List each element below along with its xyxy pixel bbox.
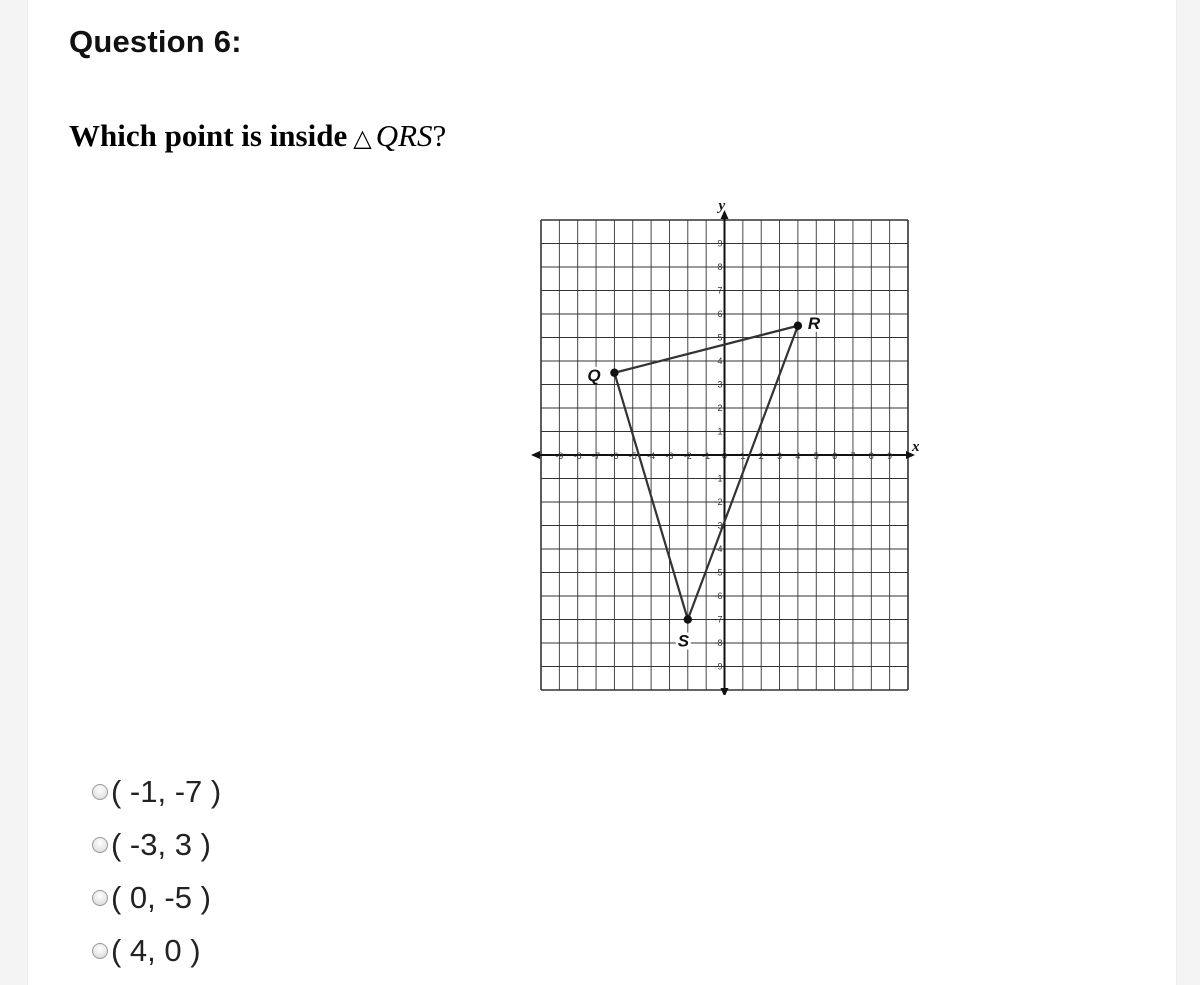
- question-title: Question 6:: [69, 24, 242, 59]
- x-tick-label: 9: [887, 451, 893, 461]
- x-tick-label: 3: [777, 451, 783, 461]
- x-tick-label: -7: [592, 451, 601, 461]
- y-tick-label: 4: [717, 356, 723, 366]
- x-tick-label: -3: [665, 451, 674, 461]
- question-mark: ?: [432, 118, 447, 153]
- y-tick-label: 3: [717, 379, 723, 390]
- y-tick-label: 9: [717, 238, 723, 249]
- x-tick-label: -9: [555, 451, 564, 461]
- vertex-label-s: S: [677, 631, 690, 651]
- y-tick-label: 6: [717, 309, 723, 319]
- coordinate-graph: [508, 195, 928, 700]
- x-axis-label: x: [912, 439, 920, 455]
- x-tick-label: -1: [702, 451, 711, 461]
- x-tick-label: 0: [721, 451, 728, 461]
- x-tick-label: 7: [850, 451, 856, 461]
- vertex-point-q: [610, 369, 618, 377]
- vertex-label-q: Q: [587, 365, 601, 385]
- radio-button-icon[interactable]: [92, 784, 108, 800]
- radio-button-icon[interactable]: [92, 837, 108, 853]
- radio-button-icon[interactable]: [92, 890, 108, 906]
- question-prompt-lead: Which point is inside: [69, 118, 348, 153]
- y-tick-label: -5: [714, 567, 723, 578]
- question-panel: [27, 0, 1177, 985]
- x-tick-label: 4: [795, 451, 801, 461]
- x-tick-label: 8: [868, 451, 874, 461]
- x-tick-label: 5: [813, 451, 819, 461]
- vertex-point-r: [794, 322, 802, 330]
- vertex-point-s: [684, 615, 692, 623]
- y-tick-label: -9: [714, 661, 723, 672]
- y-tick-label: 2: [717, 403, 723, 413]
- y-tick-label: -4: [714, 544, 723, 554]
- x-tick-label: -2: [683, 451, 692, 461]
- answer-choice-4[interactable]: [92, 924, 221, 977]
- answer-choice-label: ( -3, 3 ): [111, 826, 211, 862]
- triangle-name: QRS: [375, 118, 433, 153]
- x-tick-label: -6: [610, 451, 619, 461]
- triangle-symbol: △: [353, 126, 372, 152]
- y-tick-label: 7: [717, 285, 723, 296]
- y-tick-label: -3: [714, 520, 723, 531]
- coordinate-plane: [508, 195, 928, 695]
- y-axis-label: y: [718, 198, 726, 214]
- answer-choice-label: ( -1, -7 ): [111, 773, 222, 809]
- y-tick-label: -2: [714, 497, 723, 507]
- y-axis-arrow-down: [721, 688, 729, 695]
- y-tick-label: -1: [714, 473, 723, 484]
- x-tick-label: 6: [832, 451, 838, 461]
- axes: [531, 198, 920, 695]
- x-tick-label: -5: [628, 451, 637, 461]
- answer-choice-1[interactable]: [92, 765, 221, 818]
- x-tick-label: 2: [758, 451, 764, 461]
- answer-choice-label: ( 4, 0 ): [111, 932, 201, 968]
- x-tick-label: -8: [573, 451, 582, 461]
- answer-choices: [92, 765, 221, 977]
- answer-choice-label: ( 0, -5 ): [111, 879, 211, 915]
- vertex-label-r: R: [807, 313, 821, 333]
- radio-button-icon[interactable]: [92, 943, 108, 959]
- question-prompt: [69, 118, 446, 154]
- y-tick-label: 1: [717, 426, 723, 437]
- answer-choice-2[interactable]: [92, 818, 221, 871]
- x-tick-label: 1: [740, 451, 746, 461]
- answer-choice-3[interactable]: [92, 871, 221, 924]
- y-tick-label: -7: [714, 614, 723, 625]
- y-tick-label: 8: [717, 262, 723, 272]
- y-tick-label: 5: [717, 332, 723, 343]
- y-tick-label: -6: [714, 591, 723, 601]
- triangle-qrs: [585, 314, 821, 651]
- x-tick-label: -4: [647, 451, 656, 461]
- y-tick-label: -8: [714, 638, 723, 648]
- x-axis-arrow-left: [531, 451, 540, 459]
